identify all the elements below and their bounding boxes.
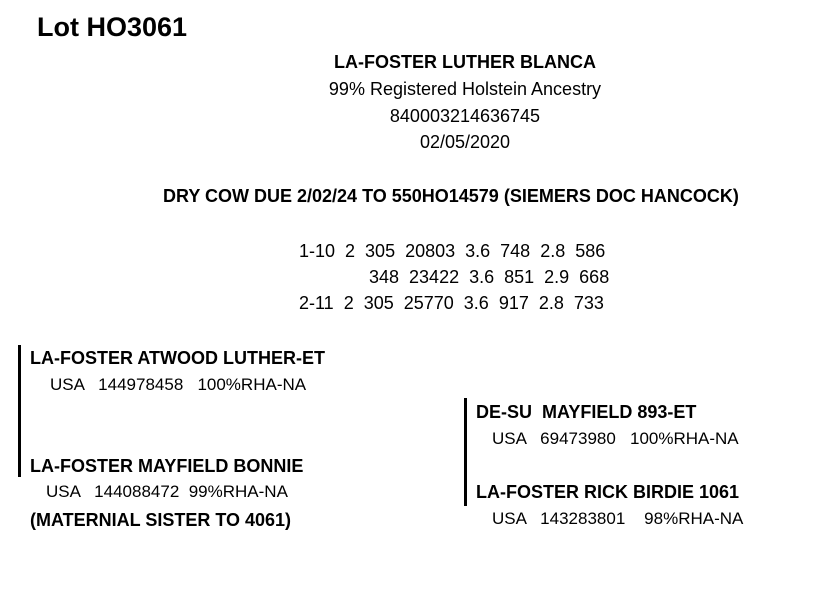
breeding-status: DRY COW DUE 2/02/24 TO 550HO14579 (SIEMERS DOC HANCOCK): [163, 186, 739, 206]
dam-note: (MATERNIAL SISTER TO 4061): [30, 510, 292, 530]
production-record: 1-10 2 305 20803 3.6 748 2.8 586: [299, 241, 606, 261]
pedigree-bracket-left: [18, 345, 21, 477]
pedigree-bracket-right: [464, 398, 467, 506]
registration-id: 840003214636745: [389, 106, 541, 126]
lot-number: Lot HO3061: [37, 12, 188, 42]
dam-name: LA-FOSTER MAYFIELD BONNIE: [30, 456, 304, 476]
sire-name: LA-FOSTER ATWOOD LUTHER-ET: [30, 348, 325, 368]
maternal-grandsire-name: DE-SU MAYFIELD 893-ET: [476, 402, 697, 422]
birth-date: 02/05/2020: [419, 132, 511, 152]
maternal-granddam-name: LA-FOSTER RICK BIRDIE 1061: [476, 482, 740, 502]
ancestry-line: 99% Registered Holstein Ancestry: [328, 79, 602, 99]
dam-details: USA 144088472 99%RHA-NA: [46, 482, 288, 501]
production-record: 2-11 2 305 25770 3.6 917 2.8 733: [299, 293, 604, 313]
sire-details: USA 144978458 100%RHA-NA: [50, 375, 307, 394]
production-record: 348 23422 3.6 851 2.9 668: [369, 267, 610, 287]
maternal-grandsire-details: USA 69473980 100%RHA-NA: [492, 429, 739, 448]
cow-name: LA-FOSTER LUTHER BLANCA: [334, 52, 596, 72]
maternal-granddam-details: USA 143283801 98%RHA-NA: [492, 509, 744, 528]
